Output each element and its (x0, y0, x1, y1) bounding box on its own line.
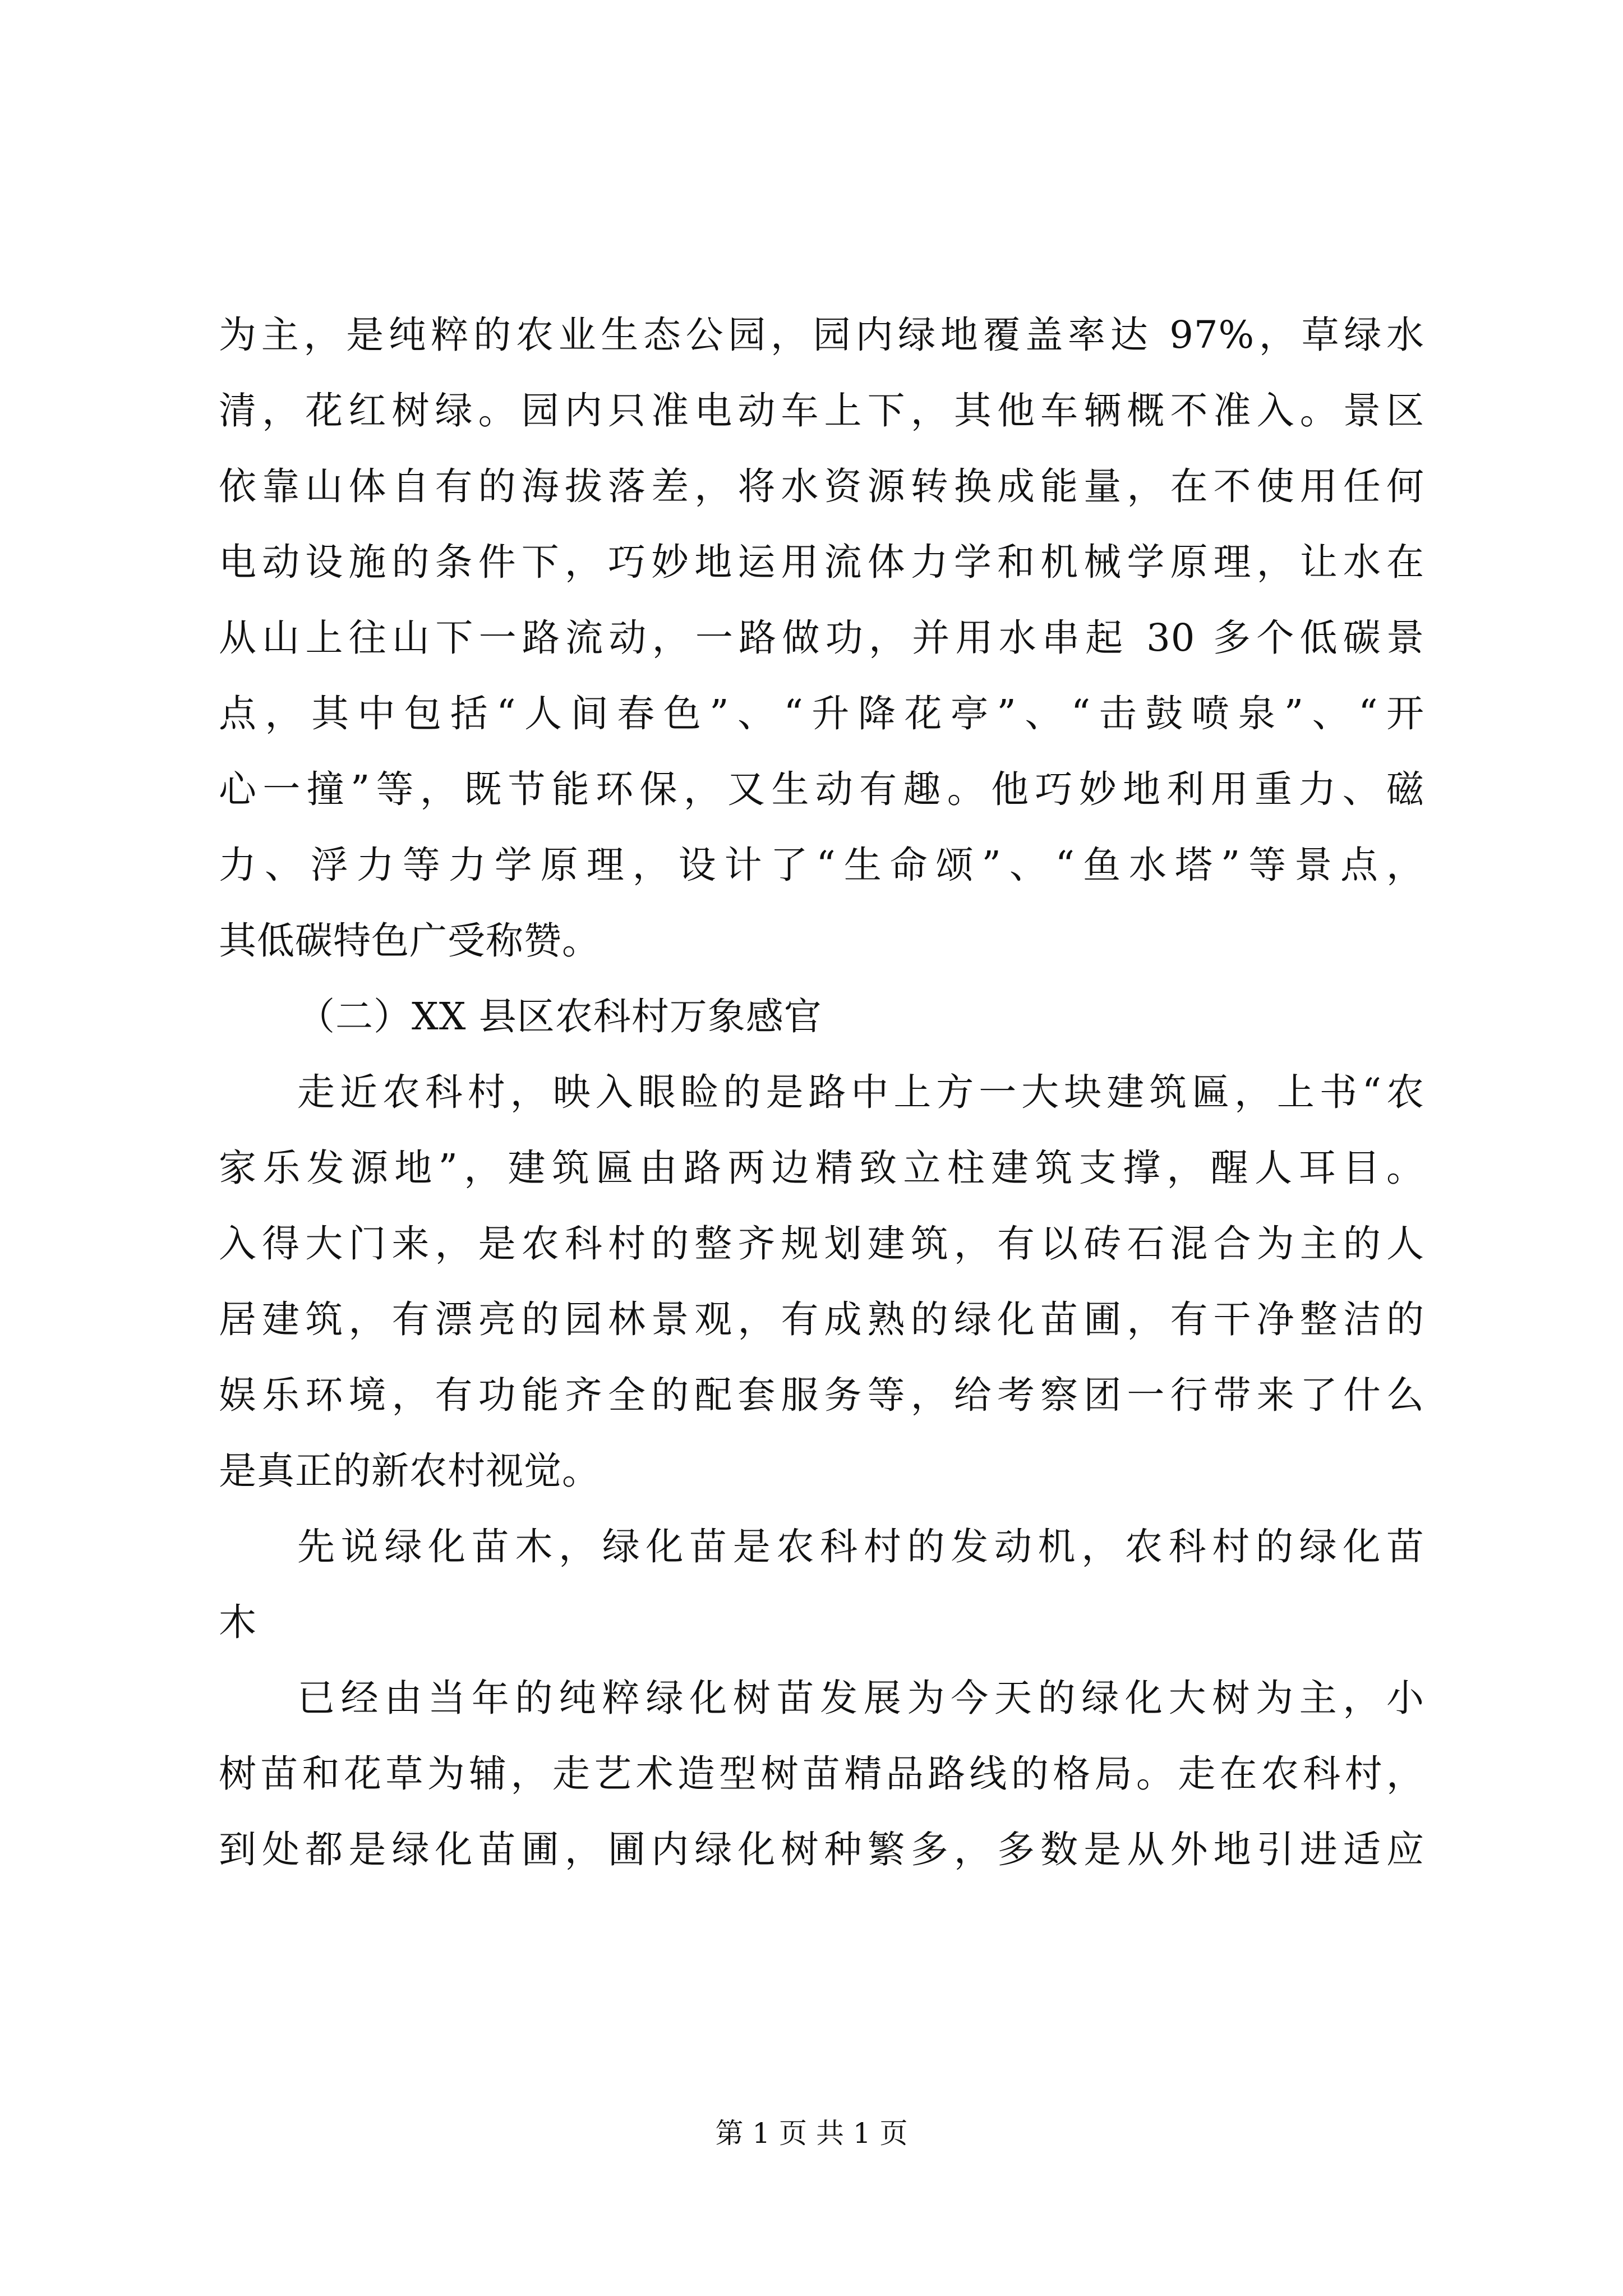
text-line: 清，花红树绿。园内只准电动车上下，其他车辆概不准入。景区 (219, 389, 1424, 432)
body-text (219, 297, 1424, 1888)
text-line: 其低碳特色广受称赞。 (219, 919, 600, 963)
text-line: 走近农科村，映入眼睑的是路中上方一大块建筑匾，上书“农 (297, 1070, 1424, 1114)
text-line: 电动设施的条件下，巧妙地运用流体力学和机械学原理，让水在 (219, 540, 1424, 584)
text-line: 家乐发源地”，建筑匾由路两边精致立柱建筑支撑，醒人耳目。 (219, 1146, 1424, 1190)
text-line: 娱乐环境，有功能齐全的配套服务等，给考察团一行带来了什么 (219, 1373, 1424, 1417)
text-line: 入得大门来，是农科村的整齐规划建筑，有以砖石混合为主的人 (219, 1222, 1424, 1266)
text-line: 是真正的新农村视觉。 (219, 1449, 600, 1493)
text-line: 树苗和花草为辅，走艺术造型树苗精品路线的格局。走在农科村， (219, 1752, 1424, 1796)
text-line: 从山上往山下一路流动，一路做功，并用水串起 30 多个低碳景 (219, 616, 1424, 660)
text-line: 依靠山体自有的海拔落差，将水资源转换成能量，在不使用任何 (219, 464, 1424, 508)
text-line: 先说绿化苗木，绿化苗是农科村的发动机，农科村的绿化苗 (297, 1525, 1424, 1568)
text-line: 点，其中包括“人间春色”、“升降花亭”、“击鼓喷泉”、“开 (219, 692, 1424, 735)
text-line: 已经由当年的纯粹绿化树苗发展为今天的绿化大树为主，小 (297, 1676, 1424, 1720)
text-line: 为主，是纯粹的农业生态公园，园内绿地覆盖率达 97%，草绿水 (219, 313, 1424, 357)
page-footer: 第 1 页 共 1 页 (715, 2117, 908, 2150)
text-line: 力、浮力等力学原理，设计了“生命颂”、“鱼水塔”等景点， (219, 843, 1424, 887)
text-line: 到处都是绿化苗圃，圃内绿化树种繁多，多数是从外地引进适应 (219, 1828, 1424, 1871)
text-line: （二）XX 县区农科村万象感官 (297, 995, 822, 1038)
text-line: 木 (219, 1600, 257, 1644)
text-line: 心一撞”等，既节能环保，又生动有趣。他巧妙地利用重力、磁 (219, 767, 1424, 811)
text-line: 居建筑，有漂亮的园林景观，有成熟的绿化苗圃，有干净整洁的 (219, 1297, 1424, 1341)
